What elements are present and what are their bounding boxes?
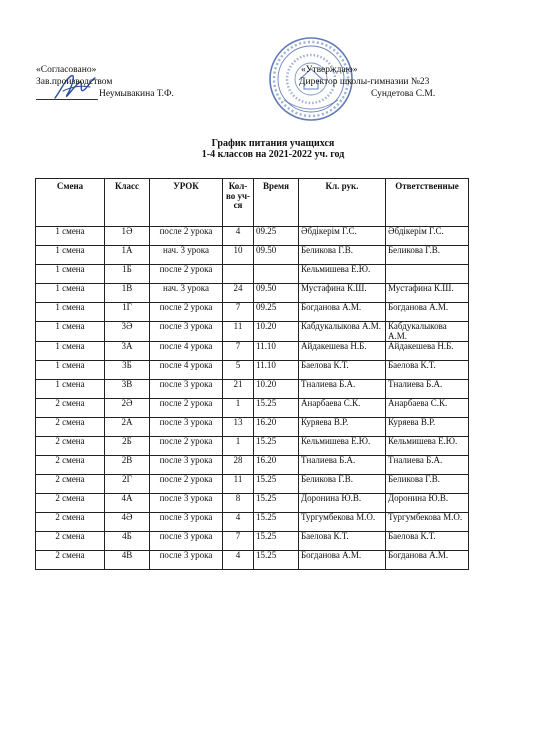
title-line-1: График питания учащихся	[211, 138, 335, 149]
lesson-cell: после 3 урока	[150, 456, 223, 475]
table-row	[36, 437, 469, 456]
table-row	[36, 342, 469, 361]
count-cell: 13	[223, 418, 254, 437]
shift-cell: 2 смена	[36, 532, 105, 551]
shift-cell: 1 смена	[36, 284, 105, 303]
time-cell: 16.20	[254, 418, 299, 437]
responsible-cell: Айдакешева Н.Б.	[386, 342, 469, 361]
count-cell: 7	[223, 342, 254, 361]
lesson-cell: после 2 урока	[150, 399, 223, 418]
count-cell: 10	[223, 246, 254, 265]
lesson-cell: после 4 урока	[150, 342, 223, 361]
class-teacher-cell: Кельмишева Е.Ю.	[299, 265, 386, 284]
lesson-cell: после 3 урока	[150, 513, 223, 532]
responsible-cell: Богданова А.М.	[386, 551, 469, 570]
responsible-cell: Тургумбекова М.О.	[386, 513, 469, 532]
responsible-cell: Тналиева Б.А.	[386, 456, 469, 475]
lesson-cell: нач. 3 урока	[150, 246, 223, 265]
lesson-cell: после 2 урока	[150, 265, 223, 284]
responsible-cell: Кельмишева Е.Ю.	[386, 437, 469, 456]
header-lesson: УРОК	[150, 179, 223, 227]
class-teacher-cell: Кельмишева Е.Ю.	[299, 437, 386, 456]
count-cell: 5	[223, 361, 254, 380]
agreed-block	[36, 64, 174, 100]
count-cell: 4	[223, 513, 254, 532]
lesson-cell: после 2 урока	[150, 303, 223, 322]
class-teacher-cell: Беликова Г.В.	[299, 246, 386, 265]
class-cell: 2В	[105, 456, 150, 475]
responsible-cell: Богданова А.М.	[386, 303, 469, 322]
count-cell: 24	[223, 284, 254, 303]
class-teacher-cell: Богданова А.М.	[299, 303, 386, 322]
count-cell: 11	[223, 322, 254, 342]
table-row	[36, 380, 469, 399]
time-cell: 15.25	[254, 532, 299, 551]
shift-cell: 2 смена	[36, 418, 105, 437]
approved-label: «Утверждаю»	[301, 65, 358, 75]
responsible-cell: Мустафина К.Ш.	[386, 284, 469, 303]
class-teacher-cell: Беликова Г.В.	[299, 475, 386, 494]
count-cell: 11	[223, 475, 254, 494]
lesson-cell: после 3 урока	[150, 322, 223, 342]
shift-cell: 1 смена	[36, 322, 105, 342]
lesson-cell: после 3 урока	[150, 380, 223, 399]
table-body	[36, 227, 469, 570]
table-row	[36, 227, 469, 246]
shift-cell: 1 смена	[36, 303, 105, 322]
time-cell: 09.25	[254, 227, 299, 246]
time-cell: 09.50	[254, 246, 299, 265]
class-cell: 3В	[105, 380, 150, 399]
class-cell: 3Б	[105, 361, 150, 380]
time-cell: 15.25	[254, 399, 299, 418]
table-row	[36, 399, 469, 418]
table-row	[36, 532, 469, 551]
count-cell: 21	[223, 380, 254, 399]
time-cell: 11.10	[254, 342, 299, 361]
class-cell: 1Ә	[105, 227, 150, 246]
lesson-cell: после 2 урока	[150, 475, 223, 494]
table-row	[36, 265, 469, 284]
header-time: Время	[254, 179, 299, 227]
class-teacher-cell: Кабдукалыкова А.М.	[299, 322, 386, 342]
time-cell: 09.25	[254, 303, 299, 322]
table-row	[36, 475, 469, 494]
time-cell: 15.25	[254, 475, 299, 494]
count-cell: 7	[223, 303, 254, 322]
lesson-cell: нач. 3 урока	[150, 284, 223, 303]
class-cell: 4Б	[105, 532, 150, 551]
class-teacher-cell: Әбдікерім Г.С.	[299, 227, 386, 246]
class-teacher-cell: Анарбаева С.К.	[299, 399, 386, 418]
lesson-cell: после 3 урока	[150, 418, 223, 437]
time-cell: 09.50	[254, 284, 299, 303]
table-row	[36, 456, 469, 475]
responsible-cell: Кабдукалыкова А.М.	[386, 322, 469, 342]
class-teacher-cell: Куряева В.Р.	[299, 418, 386, 437]
shift-cell: 2 смена	[36, 456, 105, 475]
shift-cell: 2 смена	[36, 399, 105, 418]
time-cell: 15.25	[254, 551, 299, 570]
shift-cell: 1 смена	[36, 380, 105, 399]
responsible-cell: Беликова Г.В.	[386, 246, 469, 265]
count-cell: 7	[223, 532, 254, 551]
count-cell	[223, 265, 254, 284]
count-cell: 4	[223, 227, 254, 246]
document-title	[0, 138, 546, 160]
class-cell: 1А	[105, 246, 150, 265]
class-cell: 1В	[105, 284, 150, 303]
class-cell: 1Б	[105, 265, 150, 284]
responsible-cell: Баелова К.Т.	[386, 532, 469, 551]
count-cell: 28	[223, 456, 254, 475]
class-teacher-cell: Баелова К.Т.	[299, 532, 386, 551]
count-cell: 4	[223, 551, 254, 570]
time-cell: 16.20	[254, 456, 299, 475]
shift-cell: 1 смена	[36, 361, 105, 380]
shift-cell: 2 смена	[36, 475, 105, 494]
count-cell: 1	[223, 437, 254, 456]
lesson-cell: после 2 урока	[150, 227, 223, 246]
table-row	[36, 322, 469, 342]
shift-cell: 2 смена	[36, 551, 105, 570]
class-cell: 4А	[105, 494, 150, 513]
class-cell: 3А	[105, 342, 150, 361]
shift-cell: 2 смена	[36, 513, 105, 532]
class-cell: 2Ә	[105, 399, 150, 418]
class-cell: 2Г	[105, 475, 150, 494]
responsible-cell: Доронина Ю.В.	[386, 494, 469, 513]
responsible-cell: Әбдікерім Г.С.	[386, 227, 469, 246]
responsible-cell: Анарбаева С.К.	[386, 399, 469, 418]
header-student-count: Кол-во уч-ся	[223, 179, 254, 227]
lesson-cell: после 3 урока	[150, 532, 223, 551]
agreed-name: Неумывакина Т.Ф.	[99, 89, 174, 99]
responsible-cell	[386, 265, 469, 284]
header-class-teacher: Кл. рук.	[299, 179, 386, 227]
shift-cell: 2 смена	[36, 437, 105, 456]
class-teacher-cell: Богданова А.М.	[299, 551, 386, 570]
class-teacher-cell: Тналиева Б.А.	[299, 380, 386, 399]
class-teacher-cell: Доронина Ю.В.	[299, 494, 386, 513]
signature-line	[36, 99, 98, 100]
header-shift: Смена	[36, 179, 105, 227]
approved-name: Сундетова С.М.	[371, 89, 436, 99]
table-row	[36, 551, 469, 570]
table-row	[36, 361, 469, 380]
table-row	[36, 494, 469, 513]
class-teacher-cell: Айдакешева Н.Б.	[299, 342, 386, 361]
time-cell	[254, 265, 299, 284]
table-header-row	[36, 179, 469, 227]
agreed-position: Зав.производством	[36, 77, 113, 87]
responsible-cell: Баелова К.Т.	[386, 361, 469, 380]
lesson-cell: после 3 урока	[150, 494, 223, 513]
responsible-cell: Тналиева Б.А.	[386, 380, 469, 399]
table-row	[36, 246, 469, 265]
class-cell: 2Б	[105, 437, 150, 456]
time-cell: 15.25	[254, 437, 299, 456]
meal-schedule-table	[35, 178, 469, 570]
class-teacher-cell: Баелова К.Т.	[299, 361, 386, 380]
responsible-cell: Беликова Г.В.	[386, 475, 469, 494]
time-cell: 11.10	[254, 361, 299, 380]
lesson-cell: после 2 урока	[150, 437, 223, 456]
agreed-label: «Согласовано»	[36, 65, 97, 75]
time-cell: 15.25	[254, 513, 299, 532]
class-cell: 3Ә	[105, 322, 150, 342]
header-class: Класс	[105, 179, 150, 227]
class-cell: 1Г	[105, 303, 150, 322]
table-row	[36, 418, 469, 437]
lesson-cell: после 3 урока	[150, 551, 223, 570]
shift-cell: 1 смена	[36, 342, 105, 361]
table-row	[36, 513, 469, 532]
shift-cell: 1 смена	[36, 265, 105, 284]
class-teacher-cell: Мустафина К.Ш.	[299, 284, 386, 303]
shift-cell: 2 смена	[36, 494, 105, 513]
table-row	[36, 284, 469, 303]
count-cell: 8	[223, 494, 254, 513]
approved-position: Директор школы-гимназии №23	[299, 77, 430, 87]
class-cell: 4Ә	[105, 513, 150, 532]
responsible-cell: Куряева В.Р.	[386, 418, 469, 437]
title-line-2: 1-4 классов на 2021-2022 уч. год	[201, 149, 345, 160]
class-cell: 2А	[105, 418, 150, 437]
class-cell: 4В	[105, 551, 150, 570]
count-cell: 1	[223, 399, 254, 418]
shift-cell: 1 смена	[36, 246, 105, 265]
header-responsible: Ответственные	[386, 179, 469, 227]
time-cell: 10.20	[254, 322, 299, 342]
lesson-cell: после 4 урока	[150, 361, 223, 380]
table-row	[36, 303, 469, 322]
approval-block	[279, 64, 435, 100]
shift-cell: 1 смена	[36, 227, 105, 246]
class-teacher-cell: Тургумбекова М.О.	[299, 513, 386, 532]
time-cell: 10.20	[254, 380, 299, 399]
agreed-signature-row	[36, 88, 174, 100]
time-cell: 15.25	[254, 494, 299, 513]
class-teacher-cell: Тналиева Б.А.	[299, 456, 386, 475]
